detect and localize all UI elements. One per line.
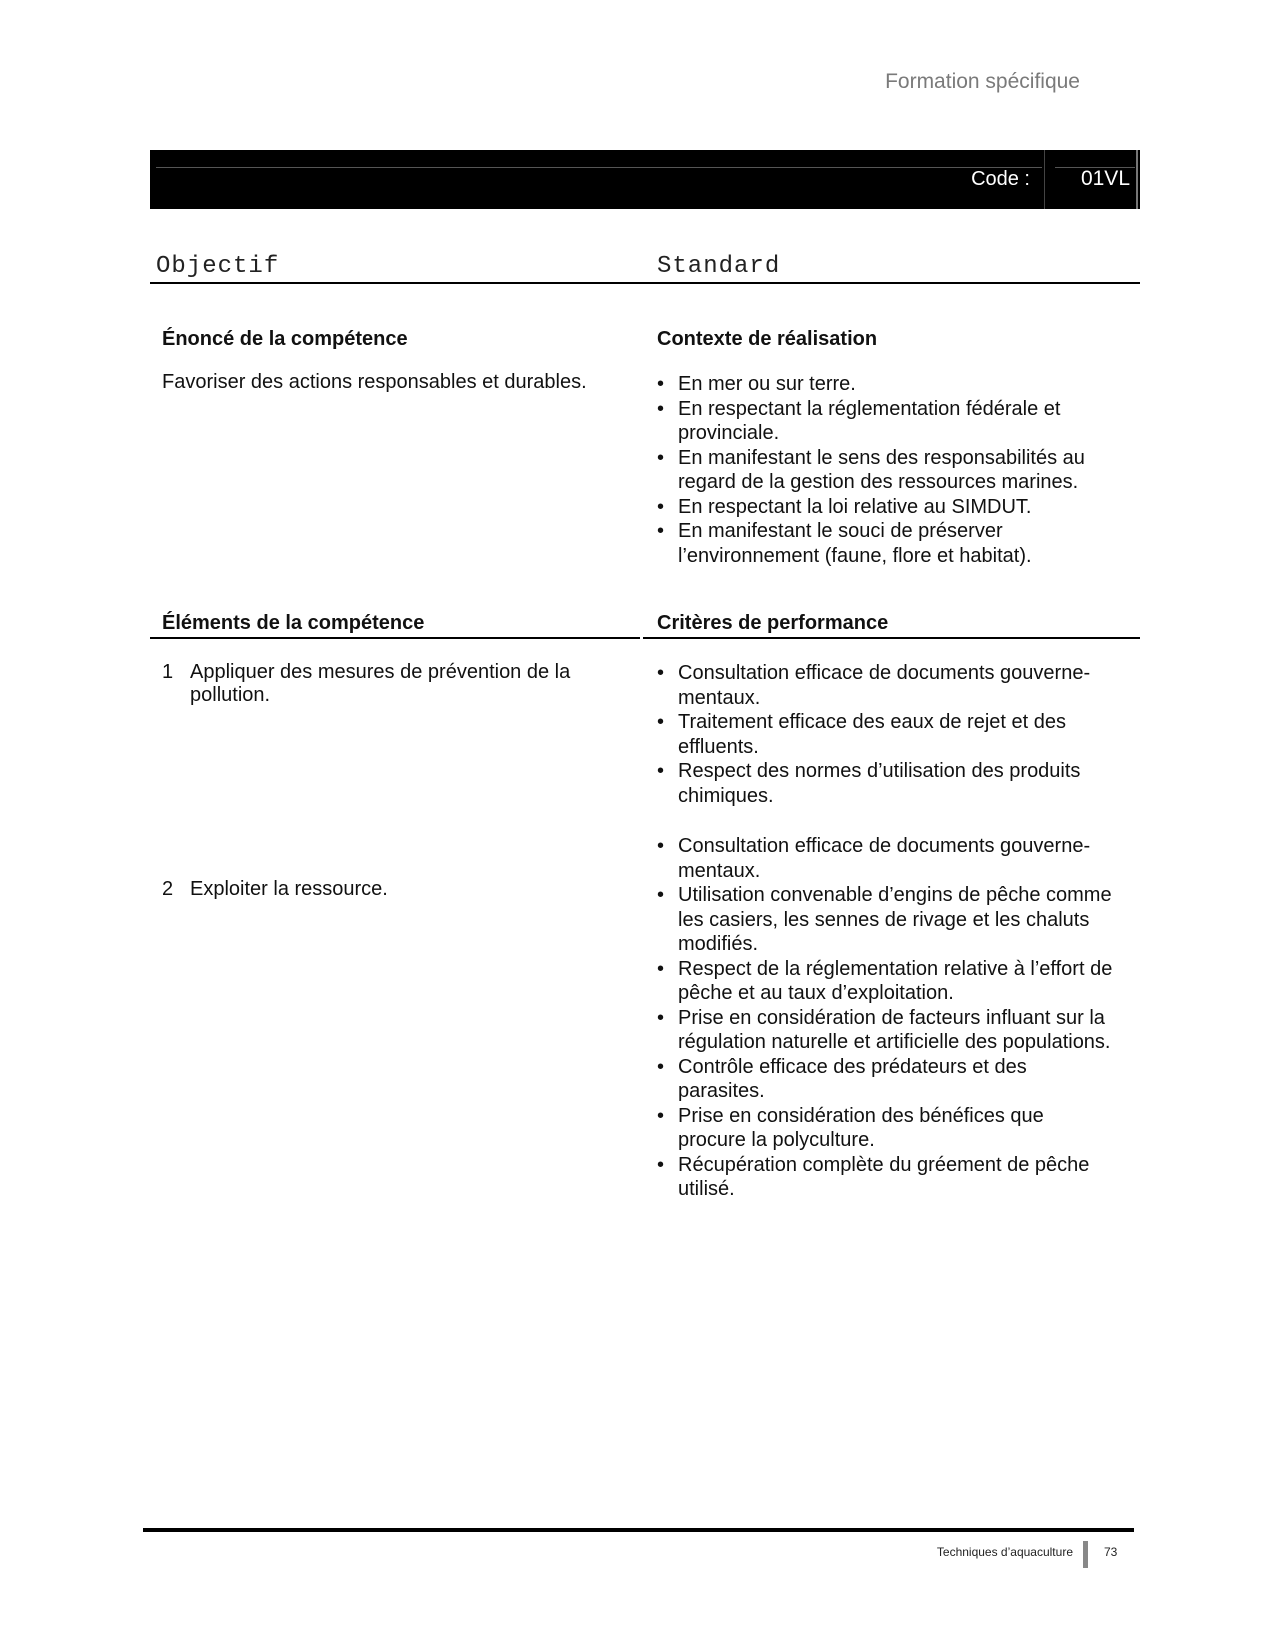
elements-title: Éléments de la compétence [162, 612, 425, 634]
element-item-1 [162, 661, 650, 707]
code-label: Code : [971, 168, 1030, 190]
footer-title: Techniques d’aquaculture [936, 1545, 1073, 1559]
page-number: 73 [1104, 1545, 1118, 1559]
list-item: • Utilisation convenable d’engins de pêche comme les casiers, les sennes de rivage et les chaluts modifiés. [655, 883, 1117, 957]
enonce-title: Énoncé de la compétence [162, 328, 408, 350]
element-text: Appliquer des mesures de prévention de la pollution. [190, 661, 571, 706]
code-bar [150, 150, 1140, 209]
list-item: • En manifestant le souci de préserver l’environnement (faune, flore et habitat). [655, 519, 1115, 568]
element-number: 2 [162, 878, 174, 900]
enonce-text: Favoriser des actions responsables et durables. [162, 371, 587, 393]
list-item: • En respectant la loi relative au SIMDUT. [655, 495, 1115, 520]
list-item: • Respect de la réglementation relative à l’effort de pêche et au taux d’exploitation. [655, 957, 1117, 1006]
list-item: • Prise en considération des bénéfices que procure la polyculture. [655, 1104, 1117, 1153]
code-value: 01VL [1080, 167, 1130, 190]
element-number: 1 [162, 661, 174, 683]
list-item: • En mer ou sur terre. [655, 372, 1115, 397]
list-item: • Consultation efficace de documents gouverne-mentaux. [655, 661, 1117, 710]
list-item: • Respect des normes d’utilisation des produits chimiques. [655, 759, 1117, 808]
list-item: • Contrôle efficace des prédateurs et des parasites. [655, 1055, 1117, 1104]
objectif-heading: Objectif [156, 253, 280, 280]
list-item: • Prise en considération de facteurs influant sur la régulation naturelle et artificielle des populations. [655, 1006, 1117, 1055]
list-item: • Traitement efficace des eaux de rejet et des effluents. [655, 710, 1117, 759]
contexte-title: Contexte de réalisation [657, 328, 878, 350]
element-item-2 [162, 878, 650, 901]
criteria-list-2 [655, 834, 1117, 1202]
criteria-list-1 [655, 661, 1117, 808]
contexte-list [655, 372, 1115, 568]
standard-heading: Standard [657, 253, 781, 280]
list-item: • En respectant la réglementation fédérale et provinciale. [655, 397, 1115, 446]
list-item: • Récupération complète du gréement de pêche utilisé. [655, 1153, 1117, 1202]
list-item: • Consultation efficace de documents gouverne-mentaux. [655, 834, 1117, 883]
section-header: Formation spécifique [885, 70, 1080, 93]
list-item: • En manifestant le sens des responsabilités au regard de la gestion des ressources marines. [655, 446, 1115, 495]
criteres-rule [643, 637, 1140, 639]
footer-separator [1083, 1541, 1088, 1568]
elements-rule [150, 637, 640, 639]
criteres-title: Critères de performance [657, 612, 889, 634]
heading-rule [150, 282, 1140, 284]
footer-rule [143, 1528, 1134, 1532]
element-text: Exploiter la ressource. [190, 878, 388, 900]
